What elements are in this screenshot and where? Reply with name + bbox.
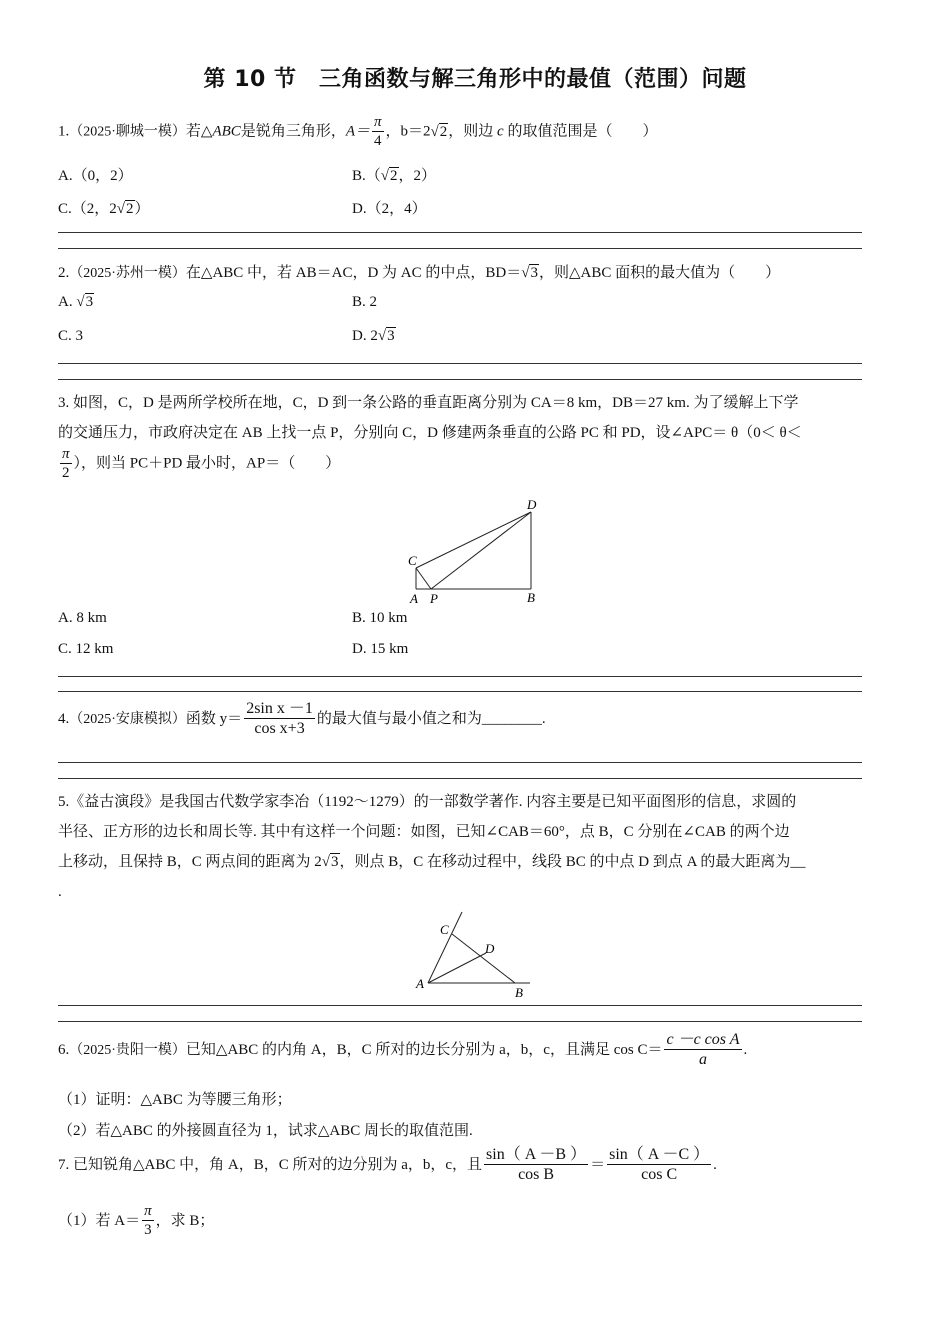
answer-line: [58, 248, 862, 249]
question-source: （2025·安康模拟）: [69, 711, 186, 727]
question-6-part-1: （1）证明：△ABC 为等腰三角形；: [58, 1092, 292, 1108]
q3-option-a: A. 8 km: [58, 610, 107, 626]
question-7: 7. 已知锐角△ABC 中，角 A，B，C 所对的边分别为 a，b，c，且 $\frac{\sin( A -B )}{\text{cos B}}$ ＝ $\frac{\sin( A -C )}{\text{cos C}}$ .: [58, 1146, 717, 1184]
question-4: 4.（2025·安康模拟）函数 y＝ $\frac{\text{2sin x －1}}{\text{cos x+3}}$ 的最大值与最小值之和为________.: [58, 700, 546, 738]
sqrt-symbol: √2: [430, 123, 448, 140]
label-a: A: [410, 591, 418, 606]
page-title: 第 10 节 三角函数与解三角形中的最值（范围）问题: [203, 67, 747, 92]
fraction-pi-over-3: $\frac{\pi}{3}$: [144, 1203, 152, 1239]
answer-line: [58, 691, 862, 692]
question-source: （2025·贵阳一模）: [69, 1042, 186, 1058]
q2-option-c: C. 3: [58, 328, 84, 344]
question-5-line-4: .: [58, 884, 62, 900]
sin-fraction-c: $\frac{\sin( A -C )}{\text{cos C}}$: [609, 1146, 710, 1184]
label-b: B: [527, 590, 535, 605]
sqrt-symbol: √3: [521, 265, 538, 281]
fraction-pi-over-2: $\frac{\pi}{2}$: [62, 446, 70, 482]
label-p: P: [430, 591, 438, 606]
figure-angle-cab: [410, 906, 540, 1001]
label-d: D: [485, 941, 495, 956]
question-6: 6.（2025·贵阳一模）已知△ABC 的内角 A，B，C 所对的边长分别为 a，b，c，且满足 cos C＝ $\frac{\text{c －c cos A}}{a}$ .: [58, 1031, 748, 1069]
q1-option-d: D.（2，4）: [352, 201, 427, 217]
answer-line: [58, 676, 862, 677]
answer-line: [58, 1021, 862, 1022]
answer-line: [58, 1005, 862, 1006]
q1-option-b: B.（√2，2）: [352, 168, 437, 184]
cos-fraction: $\frac{\text{c －c cos A}}{a}$: [666, 1031, 740, 1069]
question-source: （2025·苏州一模）: [69, 266, 186, 281]
answer-line: [58, 232, 862, 233]
q3-option-d: D. 15 km: [352, 641, 409, 657]
q1-option-c: C.（2，2√2）: [58, 201, 150, 217]
answer-line: [58, 778, 862, 779]
q3-option-c: C. 12 km: [58, 641, 114, 657]
question-2: 2.（2025·苏州一模）在△ABC 中，若 AB＝AC，D 为 AC 的中点，BD＝√3，则△ABC 面积的最大值为（ ）: [58, 265, 781, 281]
function-fraction: $\frac{\text{2sin x －1}}{\text{cos x+3}}$: [246, 700, 313, 738]
q2-option-d: D. 2√3: [352, 328, 395, 344]
fraction-pi-over-4: $\frac{\pi}{4}$: [374, 114, 382, 150]
q1-option-a: A.（0，2）: [58, 168, 133, 184]
figure-cpd-diagram: [400, 495, 550, 610]
question-3-line-2: 的交通压力，市政府决定在 AB 上找一点 P，分别向 C，D 修建两条垂直的公路 PC 和 PD，设∠APC＝ θ（0＜ θ＜: [58, 425, 802, 441]
question-5-line-3: 上移动，且保持 B，C 两点间的距离为 2√3，则点 B，C 在移动过程中，线段 BC 的中点 D 到点 A 的最大距离为__: [58, 854, 806, 870]
question-1: 1.（2025·聊城一模）若△ABC是锐角三角形，A＝ $\frac{\pi}{4}$ ，b＝2√2，则边 c 的取值范围是（ ）: [58, 114, 658, 150]
sin-fraction-b: $\frac{\sin( A -B )}{\text{cos B}}$: [486, 1146, 587, 1184]
q2-option-b: B. 2: [352, 294, 378, 310]
question-source: （2025·聊城一模）: [69, 124, 186, 140]
label-d: D: [527, 497, 537, 512]
answer-line: [58, 379, 862, 380]
label-c: C: [408, 553, 417, 568]
answer-line: [58, 762, 862, 763]
question-7-part-1: （1）若 A＝ $\frac{\pi}{3}$ ，求 B；: [58, 1203, 215, 1239]
label-a: A: [416, 976, 424, 991]
question-3-line-1: 3. 如图，C，D 是两所学校所在地，C，D 到一条公路的垂直距离分别为 CA＝8 km，DB＝27 km. 为了缓解上下学: [58, 395, 799, 411]
question-5-line-1: 5.《益古演段》是我国古代数学家李冶（1192～1279）的一部数学著作. 内容主要是已知平面图形的信息，求圆的: [58, 794, 797, 810]
answer-line: [58, 363, 862, 364]
question-3-line-3: $\frac{\pi}{2}$ ），则当 PC＋PD 最小时，AP＝（ ）: [62, 446, 341, 482]
question-5-line-2: 半径、正方形的边长和周长等. 其中有这样一个问题：如图，已知∠CAB＝60°，点 B，C 分别在∠CAB 的两个边: [58, 824, 790, 840]
sqrt-symbol: √3: [321, 854, 339, 870]
label-b: B: [515, 985, 523, 1000]
question-6-part-2: （2）若△ABC 的外接圆直径为 1，试求△ABC 周长的取值范围.: [58, 1123, 473, 1139]
q2-option-a: A. √3: [58, 294, 94, 310]
q3-option-b: B. 10 km: [352, 610, 408, 626]
label-c: C: [440, 922, 449, 937]
